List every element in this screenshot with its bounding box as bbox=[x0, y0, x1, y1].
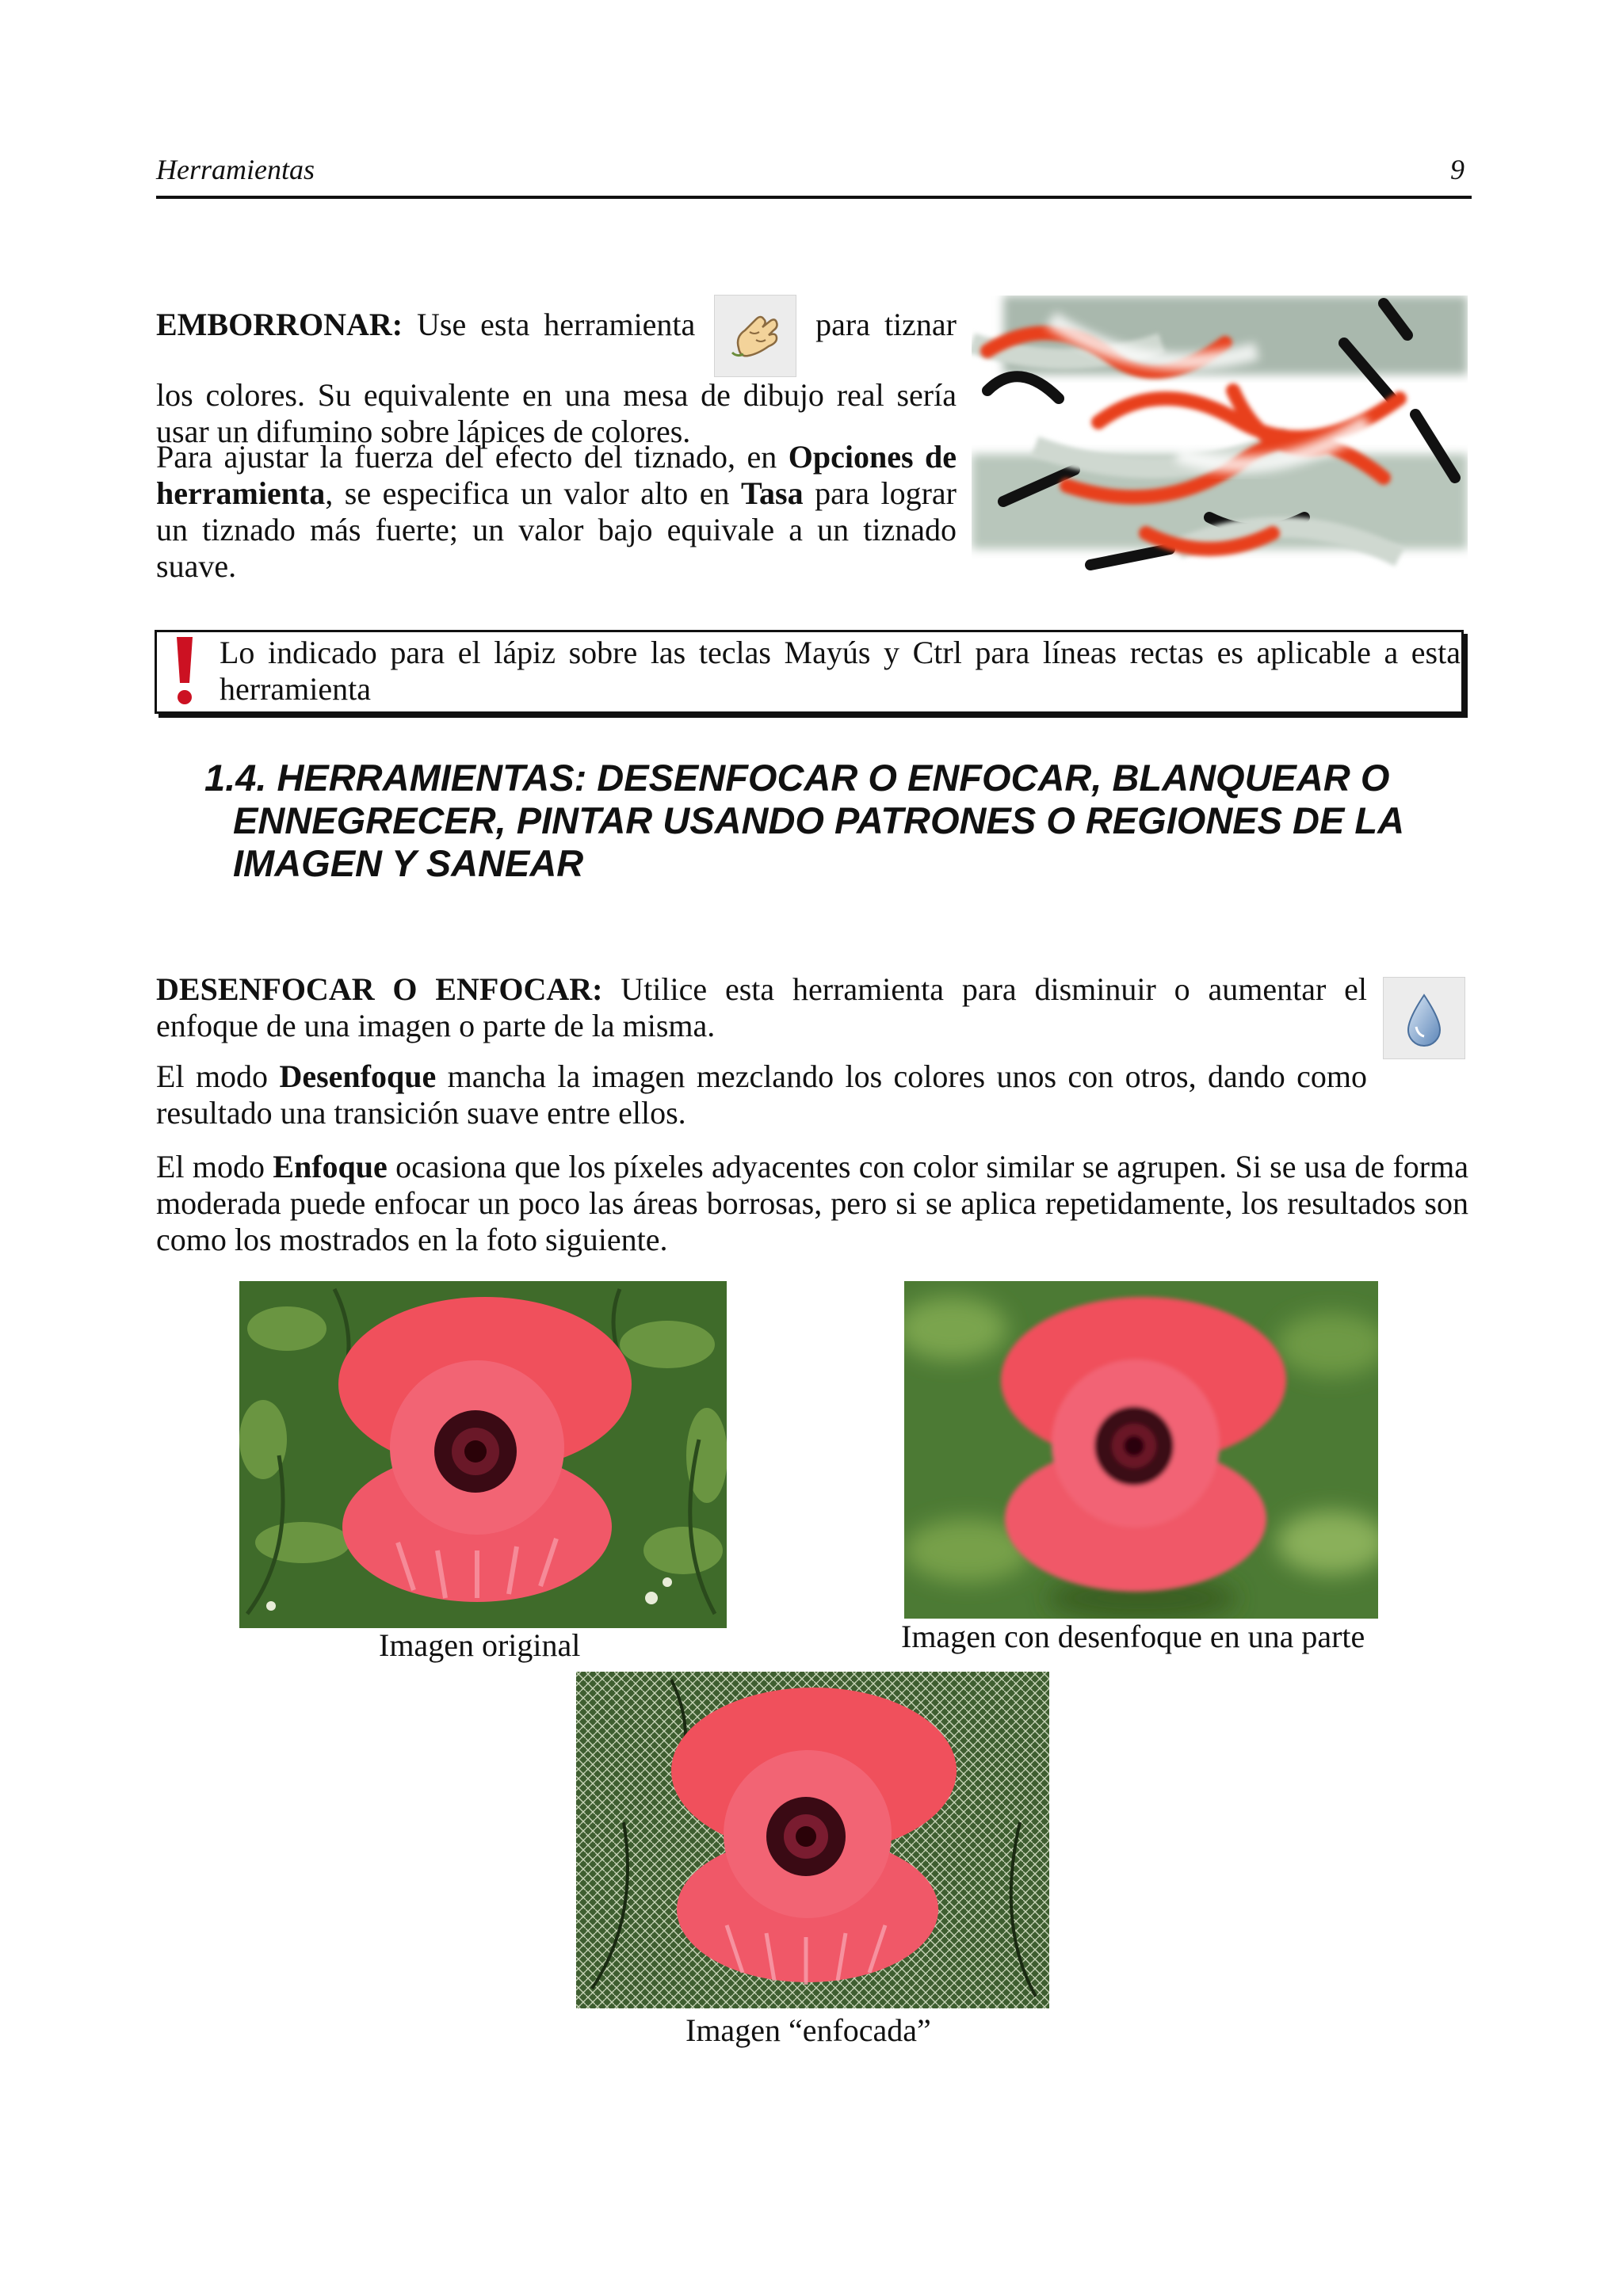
emborronar-p2-text-b: , se especifica un valor alto en bbox=[325, 475, 742, 511]
desenfocar-paragraph-1 bbox=[156, 971, 1367, 1044]
caption-blur: Imagen con desenfoque en una parte bbox=[901, 1619, 1365, 1654]
emborronar-text-a: Use esta herramienta bbox=[403, 307, 710, 342]
page-number: 9 bbox=[1450, 154, 1465, 185]
desenfocar-p1-text: Utilice esta herramienta para disminuir o aumentar el enfoque de una imagen o parte de la misma. bbox=[156, 971, 1368, 1043]
poppy-blurred-photo bbox=[904, 1281, 1378, 1619]
emborronar-paragraph-1 bbox=[156, 295, 957, 450]
section-heading bbox=[204, 757, 1488, 885]
emborronar-text-b: para tiznar los colores. Su equivalente en una mesa de dibujo real sería usar un difumino sobre lápices de colores. bbox=[156, 307, 957, 449]
exclamation-icon bbox=[170, 634, 199, 707]
caption-original: Imagen original bbox=[379, 1627, 581, 1663]
section-heading-line-3: IMAGEN Y SANEAR bbox=[233, 842, 584, 884]
emborronar-p2-text-c: para lograr un tiznado más fuerte; un valor bajo equivale a un tiznado suave. bbox=[156, 475, 957, 584]
emborronar-p2-text-a: Para ajustar la fuerza del efecto del tiznado, en bbox=[156, 439, 789, 475]
desenfocar-p3-text-a: El modo bbox=[156, 1149, 273, 1184]
desenfocar-paragraph-2 bbox=[156, 1058, 1367, 1131]
emborronar-label: EMBORRONAR: bbox=[156, 307, 403, 342]
desenfocar-paragraph-3 bbox=[156, 1149, 1468, 1258]
caption-sharpened: Imagen “enfocada” bbox=[685, 2012, 931, 2048]
poppy-original-photo bbox=[239, 1281, 727, 1628]
smudge-tool-icon bbox=[714, 295, 796, 377]
running-header-title: Herramientas bbox=[156, 154, 315, 185]
smudge-example-image bbox=[972, 296, 1468, 578]
desenfocar-p3-text-b: ocasiona que los píxeles adyacentes con color similar se agrupen. Si se usa de forma moderada puede enfocar un poco las áreas borrosas, pero si se aplica repetidamente, los resultados son como los mostrados en la foto siguiente. bbox=[156, 1149, 1468, 1257]
desenfocar-label: DESENFOCAR O ENFOCAR: bbox=[156, 971, 603, 1007]
note-text: Lo indicado para el lápiz sobre las teclas Mayús y Ctrl para líneas rectas es aplicable a esta herramienta bbox=[220, 635, 1461, 707]
section-heading-line-1: 1.4. HERRAMIENTAS: DESENFOCAR O ENFOCAR, BLANQUEAR O bbox=[204, 757, 1390, 799]
enfoque-term: Enfoque bbox=[273, 1149, 388, 1184]
opciones-herramienta-term: Opciones de herramienta bbox=[156, 439, 957, 511]
desenfocar-p2-text-b: mancha la imagen mezclando los colores unos con otros, dando como resultado una transición suave entre ellos. bbox=[156, 1058, 1367, 1131]
section-heading-line-2: ENNEGRECER, PINTAR USANDO PATRONES O REGIONES DE LA bbox=[233, 799, 1405, 841]
desenfocar-p2-text-a: El modo bbox=[156, 1058, 280, 1094]
poppy-sharpened-photo bbox=[576, 1672, 1049, 2008]
emborronar-paragraph-2 bbox=[156, 439, 957, 585]
desenfoque-term: Desenfoque bbox=[279, 1058, 437, 1094]
header-rule bbox=[156, 196, 1472, 199]
tasa-term: Tasa bbox=[741, 475, 804, 511]
blur-sharpen-tool-icon bbox=[1383, 977, 1465, 1059]
